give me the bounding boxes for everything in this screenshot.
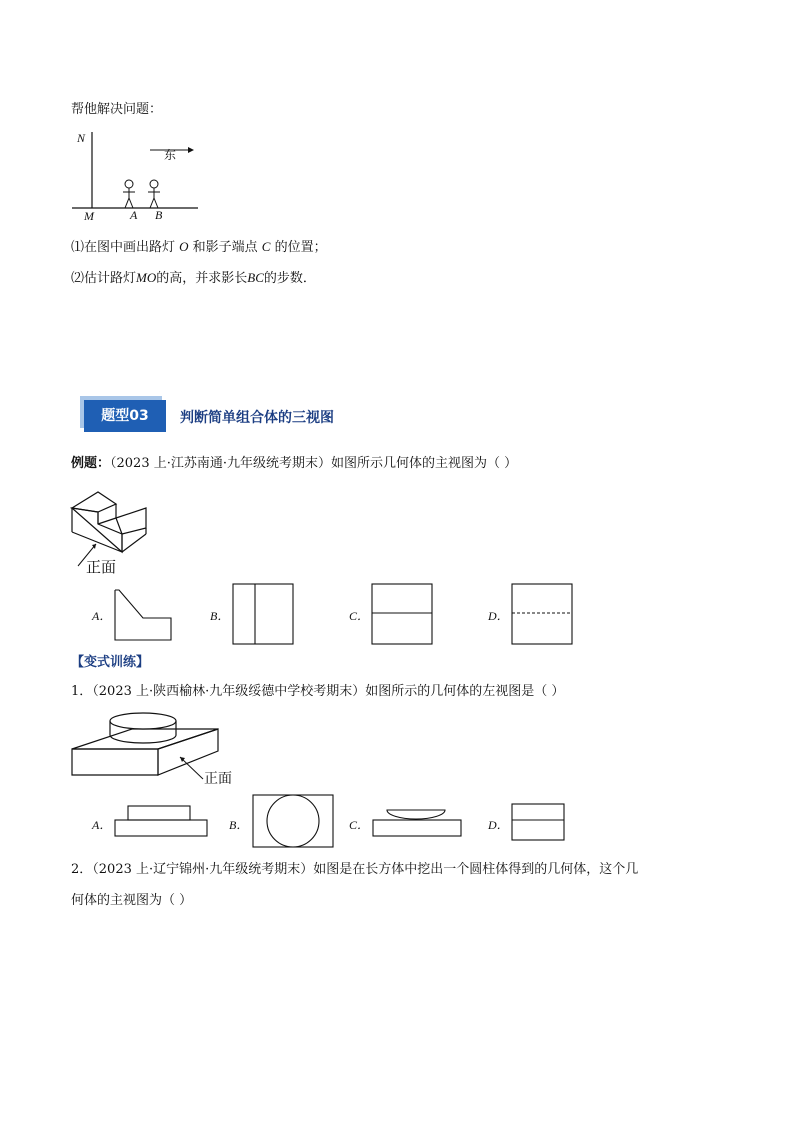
q1-option-a-label: A． bbox=[92, 818, 112, 832]
example-option-d-label: D． bbox=[488, 609, 509, 623]
example-question: 例题：（2023 上·江苏南通·九年级统考期末）如图所示几何体的主视图为（ ） bbox=[71, 456, 518, 471]
question-2-line-2: 何体的主视图为（ ） bbox=[71, 893, 193, 908]
question-1: 1．（2023 上·陕西榆林·九年级绥德中学校考期末）如图所示的几何体的左视图是（ ） bbox=[71, 684, 565, 699]
example-option-c-label: C． bbox=[349, 609, 370, 623]
label-m: M bbox=[84, 209, 94, 223]
q1-option-c-figure[interactable] bbox=[371, 807, 463, 839]
front-label-q1: 正面 bbox=[204, 771, 232, 787]
q1-option-a-figure[interactable] bbox=[113, 804, 209, 840]
variant-training-title: 【变式训练】 bbox=[71, 655, 150, 670]
label-b: B bbox=[155, 208, 163, 222]
section-badge: 题型03 bbox=[84, 400, 166, 432]
example-option-a-label: A． bbox=[92, 609, 112, 623]
q1-option-c-label: C． bbox=[349, 818, 370, 832]
question-part-1: ⑴在图中画出路灯 O 和影子端点 C 的位置； bbox=[71, 239, 327, 255]
example-option-b-label: B． bbox=[210, 609, 230, 623]
example-option-a-figure[interactable] bbox=[113, 588, 175, 644]
front-label-example: 正面 bbox=[86, 558, 117, 576]
example-option-b-figure[interactable] bbox=[232, 583, 296, 647]
q1-option-d-figure[interactable] bbox=[511, 803, 567, 843]
section-title: 判断简单组合体的三视图 bbox=[180, 410, 334, 426]
example-option-d-figure[interactable] bbox=[511, 583, 575, 647]
intro-text: 帮他解决问题： bbox=[71, 102, 163, 117]
q1-option-d-label: D． bbox=[488, 818, 509, 832]
question-part-2: ⑵估计路灯MO的高，并求影长BC的步数． bbox=[71, 270, 316, 286]
q1-option-b-figure[interactable] bbox=[252, 794, 336, 850]
example-option-c-figure[interactable] bbox=[371, 583, 435, 647]
label-a: A bbox=[130, 208, 138, 222]
east-label: 东 bbox=[164, 148, 177, 162]
example-solid-figure bbox=[70, 482, 160, 562]
label-n: N bbox=[77, 131, 86, 145]
q1-option-b-label: B． bbox=[229, 818, 249, 832]
question-2-line-1: 2．（2023 上·辽宁锦州·九年级统考期末）如图是在长方体中挖出一个圆柱体得到的几何体，这个几 bbox=[71, 862, 639, 877]
